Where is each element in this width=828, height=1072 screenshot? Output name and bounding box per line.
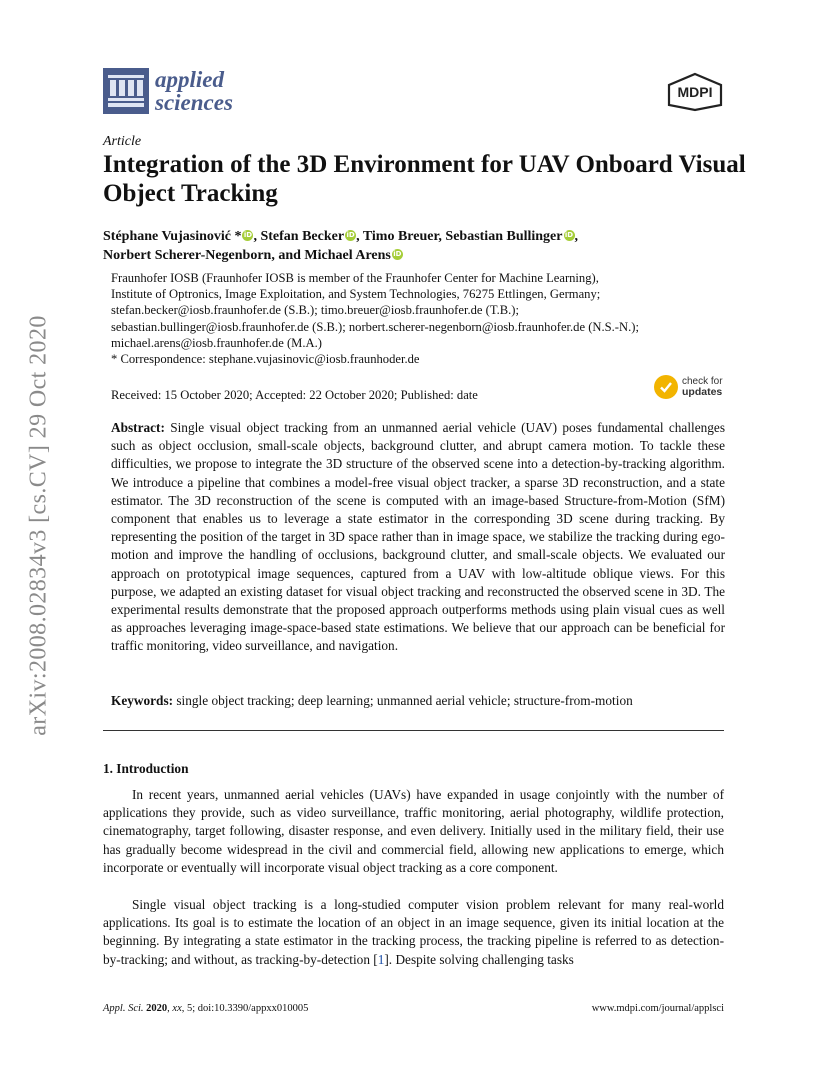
check-updates-line2: updates — [682, 386, 723, 398]
section-divider — [103, 730, 724, 731]
affiliation-block — [111, 270, 731, 367]
publication-dates: Received: 15 October 2020; Accepted: 22 October 2020; Published: date — [111, 388, 478, 402]
affiliation-email-line[interactable]: sebastian.bullinger@iosb.fraunhofer.de (S.B.); norbert.scherer-negenborn@iosb.fraunhofer.de (N.S.-N.); — [111, 319, 639, 334]
author-name: Michael Arens — [304, 248, 391, 263]
orcid-icon[interactable]: iD — [393, 250, 402, 258]
body-paragraph: In recent years, unmanned aerial vehicles (UAVs) have expanded in usage conjointly with the number of applications they provide, such as video surveillance, traffic monitoring, aerial photography, wildlife protection, cinematography, target following, disaster response, and even delivery. Initially used in the military field, their use has gradually become widespread in the civil and commercial field, allowing new applications to emerge, which incorporate or eventually will incorporate visual object tracking as a core component. — [103, 787, 724, 875]
footer-citation: Appl. Sci. 2020, xx, 5; doi:10.3390/appxx010005 — [103, 1003, 309, 1014]
paragraph-text: ]. Despite solving challenging tasks — [384, 951, 574, 967]
abstract-text: Single visual object tracking from an unmanned aerial vehicle (UAV) poses fundamental challenges such as object occlusion, small-scale objects, background clutter, and abrupt camera motion. To tackle these difficulties, we propose to integrate the 3D structure of the observed scene into a detection-by-tracking algorithm. We introduce a pipeline that combines a model-free visual object tracker, a sparse 3D reconstruction, and a state estimator. The 3D reconstruction of the scene is computed with an image-based Structure-from-Motion (SfM) component that enables us to leverage a state estimator in the corresponding 3D scene during tracking. By representing the position of the target in 3D space rather than in image space, we stabilize the tracking during ego-motion and improve the handling of occlusions, background clutter, and small-scale objects. We evaluated our approach on prototypical image sequences, captured from a UAV with low-altitude oblique views. For this purpose, we adapted an existing dataset for visual object tracking and reconstructed the observed scene in 3D. The experimental results demonstrate that the proposed approach outperforms methods using plain visual cues as well as approaches leveraging image-space-based state estimations. We believe that our approach can be beneficial for traffic monitoring, video surveillance, and navigation. — [111, 420, 725, 654]
affiliation-email-line[interactable]: michael.arens@iosb.fraunhofer.de (M.A.) — [111, 335, 322, 350]
check-updates-label — [682, 377, 723, 397]
orcid-icon[interactable]: iD — [564, 231, 574, 239]
author-separator: , — [356, 229, 363, 244]
author-separator: , and — [271, 248, 305, 263]
svg-text:MDPI: MDPI — [677, 84, 713, 100]
paper-title: Integration of the 3D Environment for UAV Onboard Visual Object Tracking — [103, 151, 746, 207]
author-separator: , — [438, 229, 446, 244]
section-heading: 1. Introduction — [103, 761, 189, 776]
footer-doi: , 5; doi:10.3390/appxx010005 — [181, 1003, 309, 1014]
abstract-label: Abstract: — [111, 420, 165, 435]
orcid-icon[interactable]: iD — [346, 231, 355, 239]
body-paragraph — [103, 896, 724, 969]
footer-url[interactable]: www.mdpi.com/journal/applsci — [591, 1003, 724, 1014]
correspondence-line[interactable]: * Correspondence: stephane.vujasinovic@iosb.fraunhoder.de — [111, 352, 420, 367]
footer-volume: xx — [172, 1003, 182, 1014]
author-separator: , — [253, 229, 261, 244]
check-updates-line1: check for — [682, 376, 723, 387]
keywords-text: single object tracking; deep learning; unmanned aerial vehicle; structure-from-motion — [176, 693, 633, 708]
journal-name-line2: sciences — [155, 90, 233, 115]
footer-journal: Appl. Sci. — [103, 1003, 144, 1014]
journal-emblem-icon — [103, 68, 149, 114]
author-list — [103, 227, 723, 265]
author-separator: , — [574, 229, 578, 244]
paragraph-text: Single visual object tracking is a long-studied computer vision problem relevant for many real-world applications. Its goal is to estimate the location of an object in an image sequence, given its initial location at the beginning. By integrating a state estimator in the tracking process, the tracking pipeline is referred to as detection-by-tracking; and without, as tracking-by-detection [ — [103, 897, 724, 967]
citation-link[interactable]: 1 — [377, 951, 385, 967]
article-type: Article — [103, 134, 142, 149]
author-name: Sebastian Bullinger — [445, 229, 563, 244]
author-name: Stéphane Vujasinović * — [103, 229, 242, 244]
check-for-updates-badge[interactable] — [654, 375, 723, 399]
author-name: Timo Breuer — [362, 229, 439, 244]
journal-name — [155, 68, 233, 114]
journal-name-line1: applied — [155, 67, 224, 92]
arxiv-identifier — [22, 290, 56, 760]
keywords-label: Keywords: — [111, 693, 174, 708]
affiliation-line: Fraunhofer IOSB (Fraunhofer IOSB is member of the Fraunhofer Center for Machine Learning), — [111, 271, 599, 285]
abstract — [111, 419, 725, 656]
checkmark-icon — [654, 375, 678, 399]
orcid-icon[interactable]: iD — [243, 231, 253, 239]
arxiv-id-text: arXiv:2008.02834v3 [cs.CV] 29 Oct 2020 — [25, 314, 52, 736]
author-name: Stefan Becker — [260, 229, 345, 244]
affiliation-email-line[interactable]: stefan.becker@iosb.fraunhofer.de (S.B.); timo.breuer@iosb.fraunhofer.de (T.B.); — [111, 303, 519, 318]
author-line-1 — [103, 227, 723, 246]
author-name: Norbert Scherer-Negenborn — [103, 248, 272, 263]
footer-year: 2020 — [146, 1003, 168, 1014]
mdpi-logo-icon[interactable] — [666, 72, 724, 112]
keywords — [111, 692, 725, 710]
author-line-2 — [103, 246, 723, 265]
affiliation-line: Institute of Optronics, Image Exploitation, and System Technologies, 76275 Ettlingen, Germany; — [111, 287, 601, 302]
journal-logo[interactable] — [103, 66, 233, 116]
